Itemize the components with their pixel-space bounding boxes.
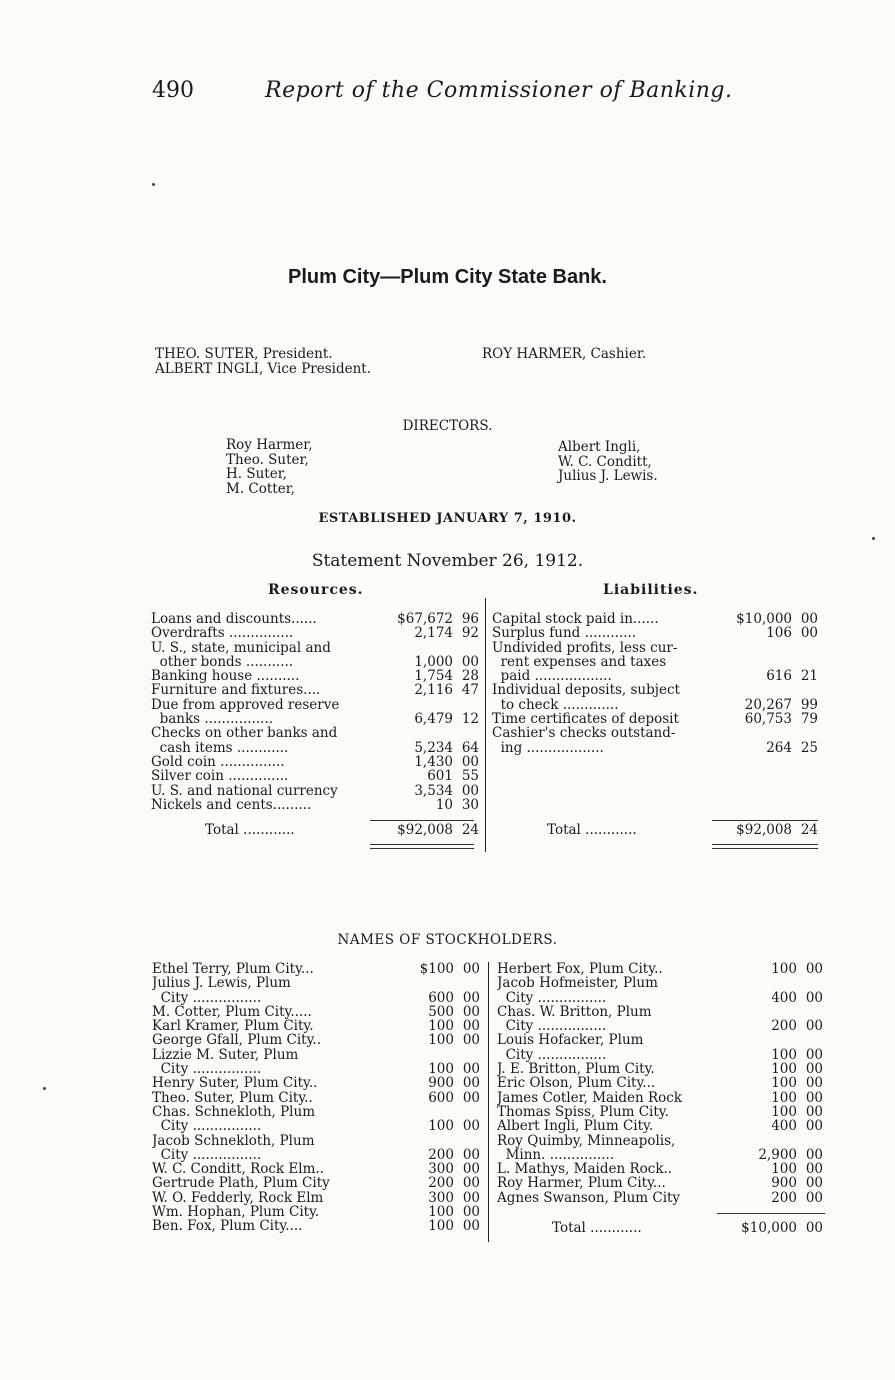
stockholders-sum-rule [717,1213,825,1214]
ledger-row [152,1091,480,1105]
liabilities-table [492,612,818,755]
ledger-row [492,612,818,626]
row-label: M. Cotter, Plum City..... [152,1004,312,1020]
stockholders-left-table [152,962,480,1234]
row-label: Albert Ingli, Plum City. [497,1119,654,1134]
row-cents: 00 [805,1018,823,1035]
running-title: Report of the Commissioner of Banking. [265,78,733,103]
row-amount: 2,174 [414,625,453,642]
row-amount: $100 [419,961,454,977]
row-label: Lizzie M. Suter, Plum [152,1047,299,1063]
row-label: James Cotler, Maiden Rock [497,1090,683,1105]
row-amount: 100 [428,1218,454,1235]
row-amount: 616 [766,668,792,685]
row-amount: 100 [771,1161,797,1178]
row-cents: 00 [462,1175,480,1192]
row-label: ing .................. [492,740,604,755]
stockholders-right-table [497,962,823,1205]
director-name: Roy Harmer, [226,437,313,453]
ledger-row [497,1134,823,1148]
ledger-row [497,976,823,990]
row-cents: 00 [462,1003,480,1020]
row-amount: 100 [428,1204,454,1221]
total-amount: $92,008 [736,822,792,838]
row-label: City ................ [152,1119,262,1134]
ledger-row [492,741,818,755]
row-label: to check ............. [492,697,619,713]
ledger-row [492,669,818,683]
row-amount [714,726,792,740]
row-amount: 100 [428,1018,454,1035]
row-amount: 3,534 [414,782,453,799]
ledger-row [152,991,480,1005]
row-cents: 92 [461,625,479,642]
row-cents: 30 [461,796,479,813]
ledger-row [497,1119,823,1133]
ledger-row [492,712,818,726]
row-label: Capital stock paid in...... [492,612,659,627]
row-label: Due from approved reserve [151,697,340,713]
row-cents: 00 [805,1103,823,1120]
row-cents: 21 [800,668,818,685]
row-label: U. S. and national currency [151,783,338,798]
row-label: Furniture and fixtures.... [151,683,321,698]
ledger-row [497,962,823,976]
row-cents [797,1005,823,1019]
row-cents: 00 [462,1204,480,1221]
row-amount: 300 [428,1161,454,1178]
row-cents: 47 [461,682,479,699]
row-amount: 10 [435,796,453,813]
row-amount: 200 [428,1146,454,1163]
officer-vice-president: ALBERT INGLI, Vice President. [155,360,372,377]
row-amount [719,1134,797,1148]
row-label: Julius J. Lewis, Plum [152,976,291,991]
row-amount: 600 [428,989,454,1006]
row-label: Thomas Spiss, Plum City. [497,1104,669,1120]
row-cents [797,1033,823,1047]
row-label: Herbert Fox, Plum City.. [497,962,663,977]
row-label: W. C. Conditt, Rock Elm.. [152,1162,324,1177]
officers-left [155,347,371,376]
row-label: W. O. Fedderly, Rock Elm [152,1190,324,1206]
row-cents: 00 [805,1175,823,1192]
row-label: Cashier's checks outstand- [492,726,676,741]
row-cents [454,1048,480,1062]
row-cents: 00 [462,1146,480,1163]
ledger-row [151,755,479,769]
liabilities-total-row [492,823,818,837]
row-label: Banking house .......... [151,669,300,684]
row-cents: 00 [462,1189,480,1206]
row-cents [792,726,818,740]
resources-heading: Resources. [268,582,364,598]
row-amount [373,698,453,712]
row-cents [453,726,479,740]
ledger-row [151,698,479,712]
officer-cashier: ROY HARMER, Cashier. [482,346,647,362]
ledger-row [151,626,479,640]
row-cents: 00 [462,1075,480,1092]
ledger-row [152,1134,480,1148]
row-label: Ben. Fox, Plum City.... [152,1219,303,1234]
row-cents: 00 [805,989,823,1006]
row-cents: 00 [462,1032,480,1049]
ledger-row [492,655,818,669]
row-cents: 00 [461,653,479,670]
resources-table [151,612,479,812]
liabilities-double-rule [712,844,818,849]
stockholders-heading: NAMES OF STOCKHOLDERS. [337,932,558,948]
ledger-row [151,683,479,697]
row-cents: 00 [805,1161,823,1178]
stockholders-divider [488,962,489,1242]
row-label: City ................ [152,1147,262,1163]
ledger-row [492,683,818,697]
row-label: Checks on other banks and [151,726,338,741]
row-amount: 400 [771,989,797,1006]
row-cents [454,976,480,990]
row-amount: 1,000 [414,653,453,670]
scan-speck [43,1087,46,1090]
row-cents: 00 [462,1018,480,1035]
row-cents: 00 [800,625,818,642]
row-amount: 100 [771,1061,797,1078]
row-cents: 00 [462,1161,480,1178]
ledger-row [152,1076,480,1090]
row-cents [453,698,479,712]
scan-speck [872,537,875,540]
row-label: Jacob Hofmeister, Plum [497,976,658,991]
ledger-row [152,976,480,990]
total-cents: 24 [461,822,479,838]
row-label: paid .................. [492,669,612,684]
row-amount: 400 [771,1118,797,1135]
director-name: H. Suter, [226,466,287,482]
ledger-row [152,1005,480,1019]
total-label: Total ............ [547,823,637,838]
ledger-row [497,1162,823,1176]
row-label: Nickels and cents......... [151,797,312,813]
row-amount [373,641,453,655]
row-label: Ethel Terry, Plum City... [152,962,314,977]
ledger-row [152,1033,480,1047]
row-amount: 200 [771,1189,797,1206]
row-label: City ................ [497,1019,607,1034]
row-label: U. S., state, municipal and [151,640,331,655]
row-amount: 200 [771,1018,797,1035]
column-divider [485,598,486,852]
officers-right [482,347,646,362]
row-amount [714,655,792,669]
total-cents: 00 [805,1220,823,1236]
row-amount: 100 [771,1103,797,1120]
row-label: Wm. Hophan, Plum City. [152,1205,320,1220]
director-name: W. C. Conditt, [558,453,652,470]
row-amount [373,726,453,740]
row-cents: 00 [805,961,823,977]
row-cents: 99 [800,696,818,713]
row-amount: 6,479 [414,711,453,728]
row-amount [719,1005,797,1019]
row-label: rent expenses and taxes [492,654,667,670]
row-label: Gold coin ............... [151,754,285,770]
total-amount: $92,008 [397,822,453,838]
row-amount [374,1105,454,1119]
row-amount [374,1134,454,1148]
row-cents [797,976,823,990]
row-label: Gertrude Plath, Plum City [152,1176,330,1191]
row-cents [797,1134,823,1148]
directors-right [558,440,658,484]
ledger-row [151,798,479,812]
ledger-row [151,612,479,626]
row-amount: 106 [766,625,792,642]
total-cents: 24 [800,822,818,838]
ledger-row [497,1019,823,1033]
row-cents: 00 [462,1061,480,1078]
established-date: ESTABLISHED JANUARY 7, 1910. [318,511,577,526]
resources-double-rule [370,844,474,849]
row-amount [719,976,797,990]
row-label: City ................ [152,990,262,1005]
row-amount [714,641,792,655]
row-label: Chas. W. Britton, Plum [497,1004,652,1020]
row-amount: 500 [428,1003,454,1020]
ledger-row [151,769,479,783]
row-cents: 00 [805,1146,823,1163]
row-cents: 00 [805,1061,823,1078]
row-cents: 00 [461,782,479,799]
row-cents [792,683,818,697]
row-label: Karl Kramer, Plum City. [152,1019,314,1034]
ledger-row [152,1019,480,1033]
director-name: M. Cotter, [226,480,295,497]
row-amount: 300 [428,1189,454,1206]
row-amount: $67,672 [397,611,453,627]
row-label: Silver coin .............. [151,769,289,784]
row-amount [374,976,454,990]
row-label: Surplus fund ............ [492,626,637,641]
row-amount: 2,900 [758,1146,797,1163]
row-amount: 2,116 [414,682,453,699]
directors-heading: DIRECTORS. [402,418,493,434]
row-label: Minn. ............... [497,1147,615,1163]
row-label: City ................ [497,1047,607,1063]
row-cents: 00 [805,1089,823,1106]
row-amount: 100 [428,1032,454,1049]
row-cents: 00 [800,611,818,627]
ledger-row [152,1219,480,1233]
ledger-row [497,1005,823,1019]
row-cents: 28 [461,668,479,685]
ledger-row [497,1191,823,1205]
row-cents: 25 [800,739,818,756]
row-amount: 900 [428,1075,454,1092]
row-cents: 00 [805,1189,823,1206]
row-cents [792,641,818,655]
row-amount [714,683,792,697]
row-amount: 264 [766,739,792,756]
row-label: Agnes Swanson, Plum City [497,1190,681,1206]
row-cents: 00 [462,961,480,977]
row-label: banks ................ [151,712,274,727]
ledger-row [151,655,479,669]
liabilities-heading: Liabilities. [603,582,699,598]
row-label: Individual deposits, subject [492,683,680,698]
row-label: Roy Harmer, Plum City... [497,1176,666,1191]
liabilities-sum-rule [712,820,818,821]
scan-speck [152,183,155,186]
row-label: cash items ............ [151,740,289,755]
ledger-row [151,784,479,798]
ledger-row [497,1033,823,1047]
row-label: Theo. Suter, Plum City.. [152,1090,313,1105]
director-name: Albert Ingli, [558,439,641,455]
total-label: Total ............ [552,1221,642,1236]
row-label: City ................ [152,1062,262,1077]
row-cents: 55 [461,768,479,785]
row-cents: 00 [462,1089,480,1106]
row-amount: 100 [771,1089,797,1106]
row-label: City ................ [497,990,607,1005]
row-label: Roy Quimby, Minneapolis, [497,1133,676,1148]
row-amount: 5,234 [414,739,453,756]
row-cents: 00 [805,1046,823,1063]
ledger-row [152,1105,480,1119]
row-cents: 00 [462,989,480,1006]
officer-president: THEO. SUTER, President. [155,346,333,362]
row-amount: 100 [428,1061,454,1078]
row-cents [454,1134,480,1148]
row-label: Henry Suter, Plum City.. [152,1076,318,1091]
row-cents: 64 [461,739,479,756]
row-amount: 200 [428,1175,454,1192]
ledger-row [497,1148,823,1162]
row-amount: 100 [771,1075,797,1092]
directors-left [226,438,313,496]
ledger-row [152,1205,480,1219]
row-amount: 100 [771,961,797,977]
director-name: Julius J. Lewis. [558,468,658,484]
bank-title: Plum City—Plum City State Bank. [288,266,607,288]
row-cents: 00 [805,1075,823,1092]
page-number: 490 [152,78,194,103]
row-amount: 1,430 [414,753,453,770]
ledger-row [152,1162,480,1176]
resources-sum-rule [370,820,474,821]
row-cents: 96 [461,611,479,627]
row-cents: 00 [462,1118,480,1135]
row-amount: 100 [428,1118,454,1135]
total-label: Total ............ [205,823,295,838]
ledger-row [151,741,479,755]
ledger-row [497,1176,823,1190]
row-cents [453,641,479,655]
ledger-row [497,991,823,1005]
row-amount: 900 [771,1175,797,1192]
ledger-row [152,1062,480,1076]
row-label: Eric Olson, Plum City... [497,1076,656,1091]
row-label: J. E. Britton, Plum City. [497,1062,655,1077]
ledger-row [152,1148,480,1162]
row-cents: 12 [461,711,479,728]
stockholders-total-row [497,1221,823,1235]
row-label: Chas. Schnekloth, Plum [152,1104,315,1120]
row-label: Overdrafts ............... [151,626,294,641]
ledger-row [151,641,479,655]
ledger-row [492,626,818,640]
row-label: Loans and discounts...... [151,612,317,627]
row-amount: 60,753 [744,711,792,728]
ledger-row [492,698,818,712]
row-label: Louis Hofacker, Plum [497,1033,644,1048]
ledger-row [492,641,818,655]
ledger-row [497,1062,823,1076]
ledger-row [497,1105,823,1119]
row-amount: 600 [428,1089,454,1106]
ledger-row [152,1191,480,1205]
row-cents: 79 [800,711,818,728]
row-cents: 00 [805,1118,823,1135]
statement-date: Statement November 26, 1912. [311,551,584,571]
ledger-row [152,1048,480,1062]
row-label: George Gfall, Plum City.. [152,1033,322,1048]
resources-total-row [151,823,479,837]
ledger-row [497,1091,823,1105]
row-label: Time certificates of deposit [492,712,679,727]
row-amount: $10,000 [736,611,792,627]
row-label: Undivided profits, less cur- [492,640,678,655]
ledger-row [497,1076,823,1090]
total-amount: $10,000 [741,1220,797,1236]
row-amount: 1,754 [414,668,453,685]
ledger-row [151,712,479,726]
row-cents: 00 [462,1218,480,1235]
row-cents [792,655,818,669]
row-cents [454,1105,480,1119]
ledger-row [497,1048,823,1062]
row-label: other bonds ........... [151,654,294,670]
ledger-row [151,669,479,683]
ledger-row [152,1176,480,1190]
row-amount [719,1033,797,1047]
row-label: L. Mathys, Maiden Rock.. [497,1162,673,1177]
ledger-row [492,726,818,740]
row-label: Jacob Schnekloth, Plum [152,1133,315,1148]
row-cents: 00 [461,753,479,770]
row-amount: 601 [427,768,453,785]
ledger-row [152,962,480,976]
row-amount: 100 [771,1046,797,1063]
director-name: Theo. Suter, [226,451,309,468]
ledger-row [152,1119,480,1133]
ledger-row [151,726,479,740]
row-amount [374,1048,454,1062]
row-amount: 20,267 [744,696,792,713]
